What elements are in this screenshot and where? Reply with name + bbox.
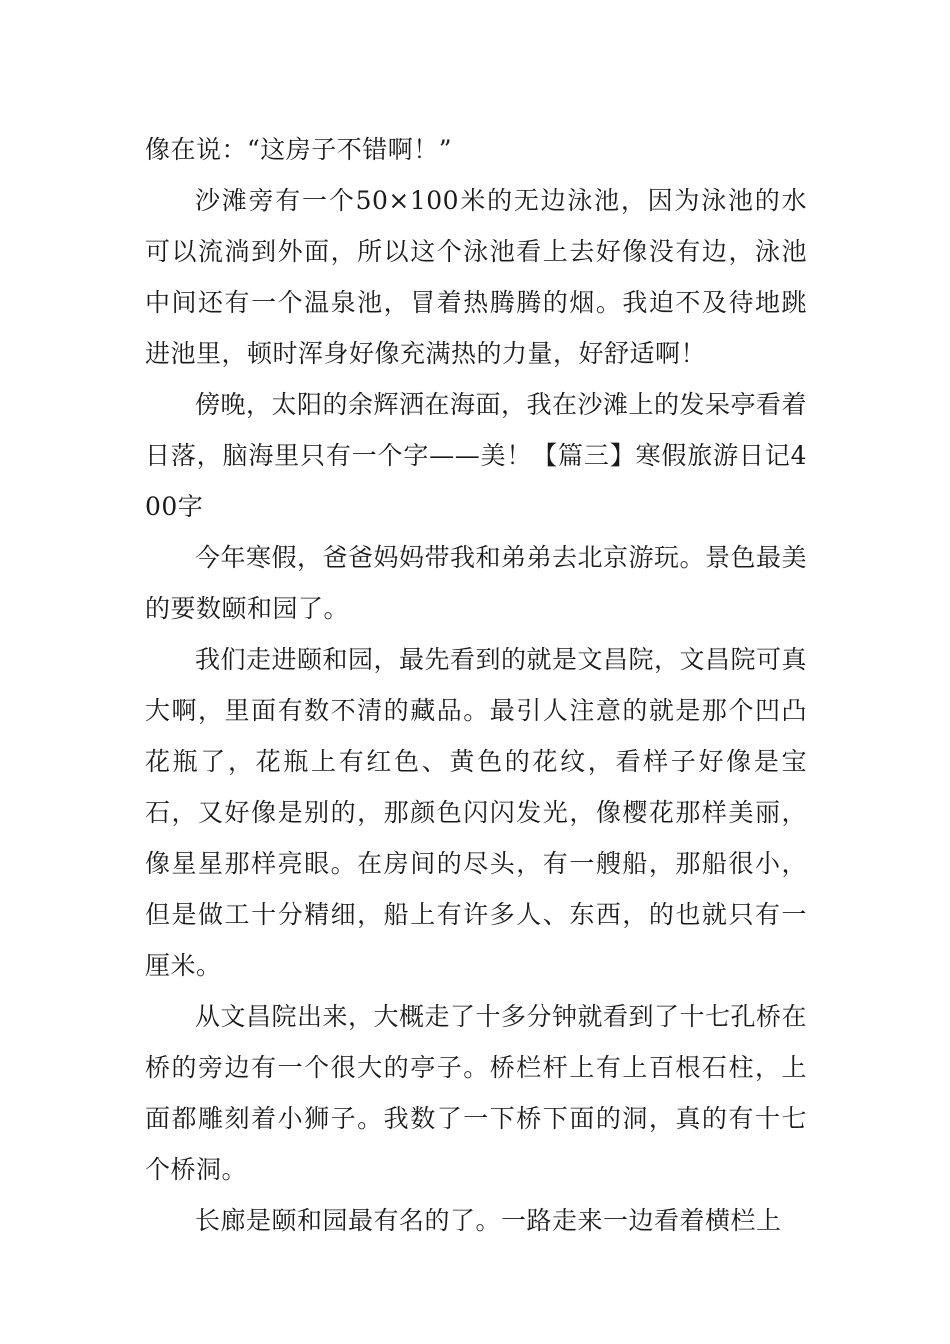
paragraph: 从文昌院出来，大概走了十多分钟就看到了十七孔桥在桥的旁边有一个很大的亭子。桥栏杆上有上百根石柱，上面都雕刻着小狮子。我数了一下桥下面的洞，真的有十七个桥洞。 [145,1002,808,1184]
paragraph: 长廊是颐和园最有名的了。一路走来一边看着横栏上 [195,1206,782,1235]
paragraph: 沙滩旁有一个50×100米的无边泳池，因为泳池的水可以流淌到外面，所以这个泳池看上去好像没有边，泳池中间还有一个温泉池，冒着热腾腾的烟。我迫不及待地跳进池里，顿时浑身好像充满热的力量，好舒适啊！ [145,186,807,368]
paragraph: 今年寒假，爸爸妈妈带我和弟弟去北京游玩。景色最美的要数颐和园了。 [145,543,808,623]
paragraph: 傍晚，太阳的余辉洒在海面，我在沙滩上的发呆亭看着日落，脑海里只有一个字——美！【篇三】寒假旅游日记400字 [145,390,808,521]
paragraph: 我们走进颐和园，最先看到的就是文昌院，文昌院可真大啊，里面有数不清的藏品。最引人注意的就是那个凹凸花瓶了，花瓶上有红色、黄色的花纹，看样子好像是宝石，又好像是别的，那颜色闪闪发光，像樱花那样美丽，像星星那样亮眼。在房间的尽头，有一艘船，那船很小，但是做工十分精细，船上有许多人、东西，的也就只有一厘米。 [145,645,808,980]
paragraph: 像在说：“这房子不错啊！” [145,135,453,164]
document-page [145,124,807,1246]
